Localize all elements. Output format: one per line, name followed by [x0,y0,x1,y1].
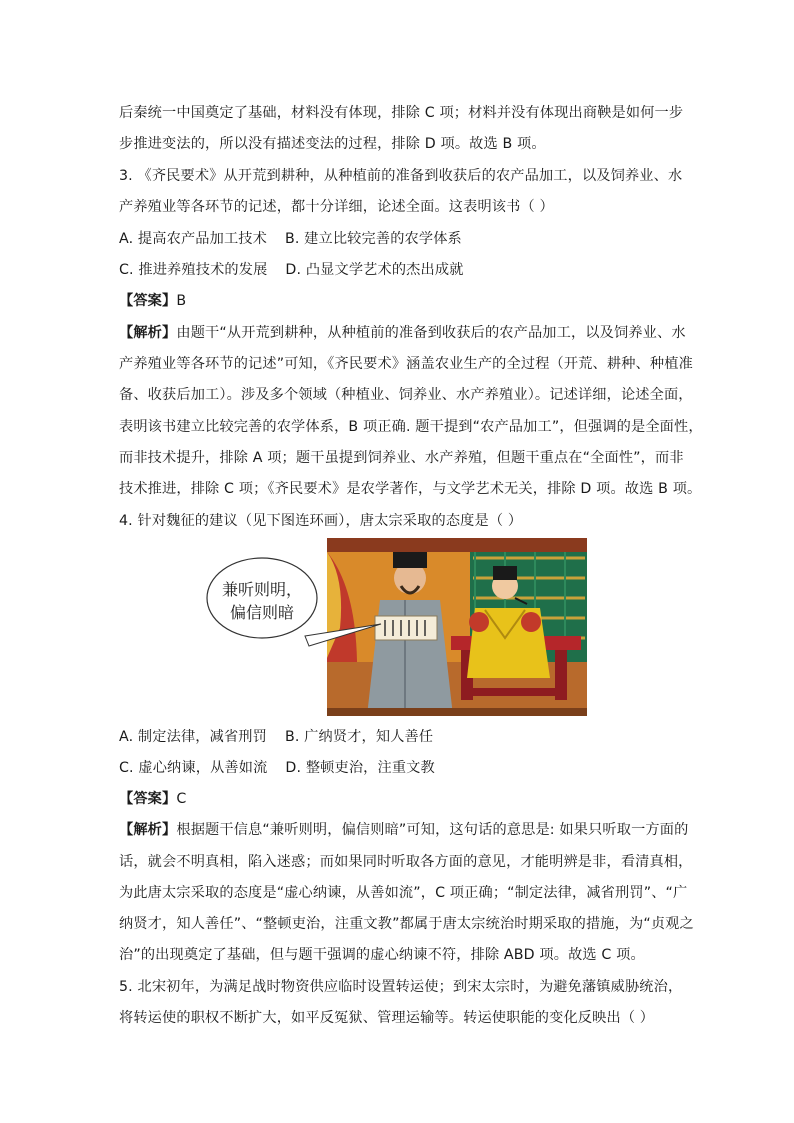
q3-options-row1 [119,229,679,249]
answer-value: C [176,791,187,807]
answer-value: B [176,293,187,309]
q4-analysis-line: 话，就会不明真相，陷入迷惑；而如果同时听取各方面的意见，才能明辨是非，看清真相， [119,854,693,870]
q5-stem: 将转运使的职权不断扩大，如平反冤狱、管理运输等。转运使职能的变化反映出（ ） [119,1010,655,1026]
analysis-label: 【解析】 [119,822,177,838]
q4-analysis-line: 为此唐太宗采取的态度是“虚心纳谏，从善如流”，C 项正确；“制定法律，减省刑罚”、“广 [119,885,688,901]
answer-label: 【答案】 [119,791,177,807]
q4-options-row1 [119,727,679,747]
analysis-label: 【解析】 [119,325,177,341]
q3-analysis-line: 表明该书建立比较完善的农学体系，B 项正确. 题干提到“农产品加工”，但强调的是全面性， [119,419,703,435]
q4-option-c: C. 虚心纳谏，从善如流 [119,760,268,776]
bubble-text-line1: 兼听则明， [221,580,303,599]
q3-option-b: B. 建立比较完善的农学体系 [284,231,462,247]
bubble-text-line2: 偏信则暗 [229,603,295,622]
q3-analysis-line: 产养殖业等各环节的记述”可知，《齐民要术》涵盖农业生产的全过程（开荒、耕种、种植准 [119,356,693,372]
q3-analysis-line: 而非技术提升，排除 A 项；题干虽提到饲养业、水产养殖，但题干重点在“全面性”，而非 [119,450,684,466]
q3-option-d: D. 凸显文学艺术的杰出成就 [285,262,464,278]
answer-label: 【答案】 [119,293,177,309]
q3-option-a: A. 提高农产品加工技术 [119,231,267,247]
q3-analysis-line: 技术推进，排除 C 项；《齐民要术》是农学著作，与文学艺术无关，排除 D 项。故选 B 项。 [119,481,702,497]
q3-stem: 产养殖业等各环节的记述，都十分详细，论述全面。这表明该书（ ） [119,199,554,215]
q4-analysis-line: 治”的出现奠定了基础，但与题干强调的虚心纳谏不符，排除 ABD 项。故选 C 项。 [119,947,645,963]
q4-option-a: A. 制定法律，减省刑罚 [119,729,267,745]
q2-analysis-line: 后秦统一中国奠定了基础，材料没有体现，排除 C 项；材料并没有体现出商鞅是如何一步 [119,105,684,121]
q3-analysis [119,323,686,343]
q4-option-d: D. 整顿吏治，注重文教 [285,760,435,776]
q3-answer [119,291,679,311]
q5-stem: 5. 北宋初年，为满足战时物资供应临时设置转运使；到宋太宗时，为避免藩镇威胁统治， [119,979,683,995]
q3-option-c: C. 推进养殖技术的发展 [119,262,268,278]
q4-analysis-line: 纳贤才，知人善任”、“整顿吏治，注重文教”都属于唐太宗统治时期采取的措施，为“贞观之 [119,916,694,932]
q4-options-row2 [119,758,679,778]
q4-answer [119,789,679,809]
q3-options-row2 [119,260,679,280]
q4-analysis [119,820,689,840]
q2-analysis-line: 步推进变法的，所以没有描述变法的过程，排除 D 项。故选 B 项。 [119,136,546,152]
q3-stem: 3. 《齐民要术》从开荒到耕种，从种植前的准备到收获后的农产品加工，以及饲养业、水 [119,168,683,184]
analysis-text: 根据题干信息“兼听则明，偏信则暗”可知，这句话的意思是: 如果只听取一方面的 [176,822,689,838]
analysis-text: 由题干“从开荒到耕种，从种植前的准备到收获后的农产品加工，以及饲养业、水 [176,325,686,341]
q4-stem: 4. 针对魏征的建议（见下图连环画），唐太宗采取的态度是（ ） [119,513,523,529]
q4-option-b: B. 广纳贤才，知人善任 [284,729,434,745]
comic-illustration [205,538,587,716]
q3-analysis-line: 备、收获后加工）。涉及多个领域（种植业、饲养业、水产养殖业）。记述详细，论述全面， [119,387,693,403]
